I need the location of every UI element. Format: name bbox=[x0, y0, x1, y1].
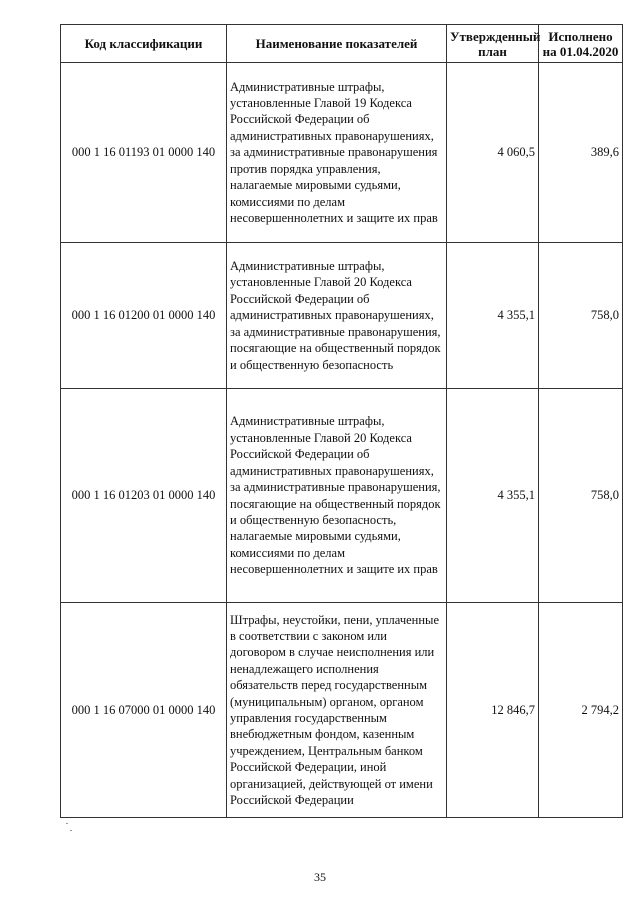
header-executed-line1: Исполнено bbox=[548, 28, 613, 44]
table-row bbox=[61, 603, 623, 818]
row-approved-plan: 4 355,1 bbox=[447, 389, 539, 603]
table-header-row bbox=[61, 25, 623, 63]
row-indicator-name: Штрафы, неустойки, пени, уплаченные в соответствии с законом или договором в случае неисполнения или ненадлежащего исполнения обязательств перед государственным (муниципальным) органом, органом управления государственным внебюджетным фондом, казенным учреждением, Центральным банком Российской Федерации, иной организацией, действующей от имени Российской Федерации bbox=[227, 603, 447, 818]
row-classification-code: 000 1 16 01200 01 0000 140 bbox=[61, 243, 227, 389]
row-classification-code: 000 1 16 01193 01 0000 140 bbox=[61, 63, 227, 243]
scan-speck bbox=[66, 823, 68, 824]
row-approved-plan: 4 060,5 bbox=[447, 63, 539, 243]
scan-speck bbox=[70, 830, 72, 831]
row-approved-plan: 12 846,7 bbox=[447, 603, 539, 818]
row-executed: 389,6 bbox=[539, 63, 623, 243]
header-executed bbox=[539, 25, 623, 63]
table-row bbox=[61, 63, 623, 243]
row-executed: 2 794,2 bbox=[539, 603, 623, 818]
row-indicator-name: Административные штрафы, установленные Главой 20 Кодекса Российской Федерации об административных правонарушениях, за административные правонарушения, посягающие на общественный порядок и общественную безопасность bbox=[227, 243, 447, 389]
table-row bbox=[61, 389, 623, 603]
row-indicator-name: Административные штрафы, установленные Главой 19 Кодекса Российской Федерации об административных правонарушениях, за административные правонарушения против порядка управления, налагаемые мировыми судьями, комиссиями по делам несовершеннолетних и защите их прав bbox=[227, 63, 447, 243]
row-classification-code: 000 1 16 01203 01 0000 140 bbox=[61, 389, 227, 603]
row-executed: 758,0 bbox=[539, 389, 623, 603]
row-executed: 758,0 bbox=[539, 243, 623, 389]
row-classification-code: 000 1 16 07000 01 0000 140 bbox=[61, 603, 227, 818]
budget-table bbox=[60, 24, 623, 818]
header-approved-plan-line2: план bbox=[478, 43, 507, 59]
page-number: 35 bbox=[314, 870, 326, 884]
header-indicator-name: Наименование показателей bbox=[227, 25, 447, 63]
header-approved-plan bbox=[447, 25, 539, 63]
row-indicator-name: Административные штрафы, установленные Главой 20 Кодекса Российской Федерации об административных правонарушениях, за административные правонарушения, посягающие на общественный порядок и общественную безопасность, налагаемые мировыми судьями, комиссиями по делам несовершеннолетних и защите их прав bbox=[227, 389, 447, 603]
table-row bbox=[61, 243, 623, 389]
header-classification-code: Код классификации bbox=[61, 25, 227, 63]
row-approved-plan: 4 355,1 bbox=[447, 243, 539, 389]
header-approved-plan-line1: Утвержденный bbox=[450, 28, 541, 44]
header-executed-line2: на 01.04.2020 bbox=[542, 43, 619, 59]
